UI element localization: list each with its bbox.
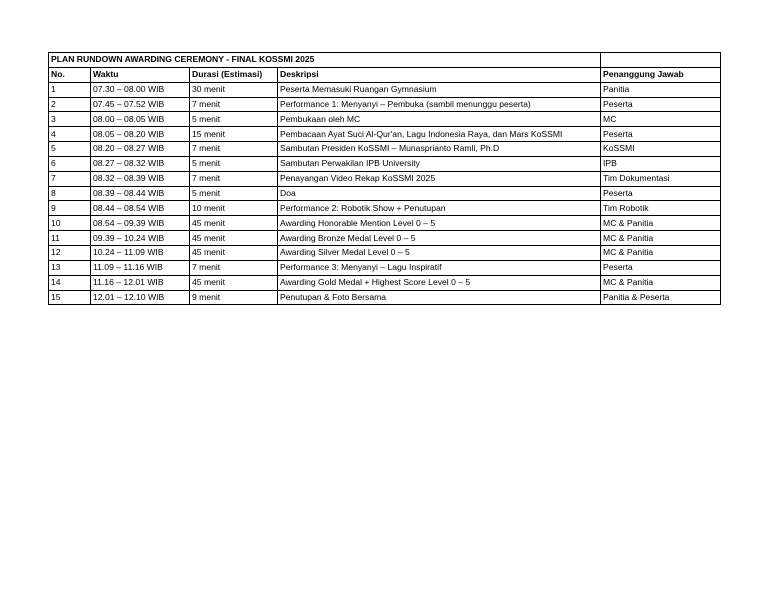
cell-duration: 45 menit [190, 216, 278, 231]
cell-pic: MC & Panitia [601, 245, 721, 260]
cell-duration: 9 menit [190, 290, 278, 305]
rundown-sheet [48, 52, 720, 305]
table-row [49, 245, 721, 260]
cell-description: Pembacaan Ayat Suci Al-Qur'an, Lagu Indonesia Raya, dan Mars KoSSMI [278, 127, 601, 142]
rundown-body [49, 82, 721, 305]
cell-no: 13 [49, 260, 91, 275]
table-row [49, 201, 721, 216]
cell-description: Awarding Gold Medal + Highest Score Level 0 – 5 [278, 275, 601, 290]
title-row-empty-cell [601, 53, 721, 68]
column-header-pic: Penanggung Jawab [601, 67, 721, 82]
cell-time: 08.05 – 08.20 WIB [91, 127, 190, 142]
cell-pic: KoSSMI [601, 142, 721, 157]
cell-description: Awarding Silver Medal Level 0 – 5 [278, 245, 601, 260]
table-row [49, 216, 721, 231]
cell-pic: Peserta [601, 186, 721, 201]
cell-time: 08.20 – 08.27 WIB [91, 142, 190, 157]
cell-no: 10 [49, 216, 91, 231]
cell-no: 14 [49, 275, 91, 290]
cell-pic: Tim Dokumentasi [601, 171, 721, 186]
cell-duration: 5 menit [190, 156, 278, 171]
cell-description: Penayangan Video Rekap KoSSMI 2025 [278, 171, 601, 186]
cell-pic: Tim Robotik [601, 201, 721, 216]
table-row [49, 112, 721, 127]
table-row [49, 231, 721, 246]
cell-time: 08.54 – 09.39 WIB [91, 216, 190, 231]
cell-description: Performance 1: Menyanyi – Pembuka (sambil menunggu peserta) [278, 97, 601, 112]
cell-description: Doa [278, 186, 601, 201]
cell-time: 08.39 – 08.44 WIB [91, 186, 190, 201]
header-row [49, 67, 721, 82]
cell-description: Peserta Memasuki Ruangan Gymnasium [278, 82, 601, 97]
cell-time: 08.00 – 08.05 WIB [91, 112, 190, 127]
cell-description: Awarding Bronze Medal Level 0 – 5 [278, 231, 601, 246]
cell-duration: 30 menit [190, 82, 278, 97]
cell-time: 10.24 – 11.09 WIB [91, 245, 190, 260]
cell-duration: 45 menit [190, 275, 278, 290]
table-row [49, 97, 721, 112]
cell-pic: Peserta [601, 97, 721, 112]
column-header-no: No. [49, 67, 91, 82]
cell-description: Pembukaan oleh MC [278, 112, 601, 127]
cell-description: Performance 2: Robotik Show + Penutupan [278, 201, 601, 216]
cell-pic: IPB [601, 156, 721, 171]
table-row [49, 260, 721, 275]
cell-duration: 10 menit [190, 201, 278, 216]
cell-pic: Peserta [601, 260, 721, 275]
cell-no: 5 [49, 142, 91, 157]
cell-description: Sambutan Perwakilan IPB University [278, 156, 601, 171]
title-row [49, 53, 721, 68]
cell-no: 4 [49, 127, 91, 142]
table-row [49, 186, 721, 201]
cell-no: 11 [49, 231, 91, 246]
cell-time: 09.39 – 10.24 WIB [91, 231, 190, 246]
cell-pic: MC & Panitia [601, 216, 721, 231]
table-row [49, 156, 721, 171]
column-header-duration: Durasi (Estimasi) [190, 67, 278, 82]
cell-description: Sambutan Presiden KoSSMI – Munasprianto Ramli, Ph.D [278, 142, 601, 157]
cell-time: 07.45 – 07.52 WIB [91, 97, 190, 112]
cell-no: 1 [49, 82, 91, 97]
cell-time: 11.16 – 12.01 WIB [91, 275, 190, 290]
cell-duration: 7 menit [190, 260, 278, 275]
table-row [49, 290, 721, 305]
cell-duration: 5 menit [190, 186, 278, 201]
cell-no: 6 [49, 156, 91, 171]
column-header-time: Waktu [91, 67, 190, 82]
cell-pic: MC & Panitia [601, 231, 721, 246]
table-row [49, 171, 721, 186]
cell-time: 07.30 – 08.00 WIB [91, 82, 190, 97]
cell-duration: 45 menit [190, 231, 278, 246]
column-header-description: Deskripsi [278, 67, 601, 82]
cell-time: 12.01 – 12.10 WIB [91, 290, 190, 305]
cell-no: 9 [49, 201, 91, 216]
cell-duration: 7 menit [190, 142, 278, 157]
table-row [49, 275, 721, 290]
cell-duration: 5 menit [190, 112, 278, 127]
cell-duration: 7 menit [190, 97, 278, 112]
cell-description: Penutupan & Foto Bersama [278, 290, 601, 305]
cell-no: 8 [49, 186, 91, 201]
table-row [49, 82, 721, 97]
cell-no: 7 [49, 171, 91, 186]
cell-no: 12 [49, 245, 91, 260]
cell-no: 2 [49, 97, 91, 112]
rundown-table [48, 52, 721, 305]
cell-pic: MC [601, 112, 721, 127]
cell-duration: 45 menit [190, 245, 278, 260]
cell-duration: 7 menit [190, 171, 278, 186]
cell-pic: Panitia & Peserta [601, 290, 721, 305]
cell-duration: 15 menit [190, 127, 278, 142]
cell-pic: MC & Panitia [601, 275, 721, 290]
cell-time: 08.27 – 08.32 WIB [91, 156, 190, 171]
cell-time: 08.32 – 08.39 WIB [91, 171, 190, 186]
document-title: PLAN RUNDOWN AWARDING CEREMONY - FINAL KOSSMI 2025 [49, 53, 601, 68]
cell-no: 3 [49, 112, 91, 127]
table-row [49, 127, 721, 142]
cell-time: 08.44 – 08.54 WIB [91, 201, 190, 216]
cell-description: Awarding Honorable Mention Level 0 – 5 [278, 216, 601, 231]
cell-pic: Peserta [601, 127, 721, 142]
cell-description: Performance 3: Menyanyi – Lagu Inspiratif [278, 260, 601, 275]
table-row [49, 142, 721, 157]
cell-pic: Panitia [601, 82, 721, 97]
cell-no: 15 [49, 290, 91, 305]
cell-time: 11.09 – 11.16 WIB [91, 260, 190, 275]
